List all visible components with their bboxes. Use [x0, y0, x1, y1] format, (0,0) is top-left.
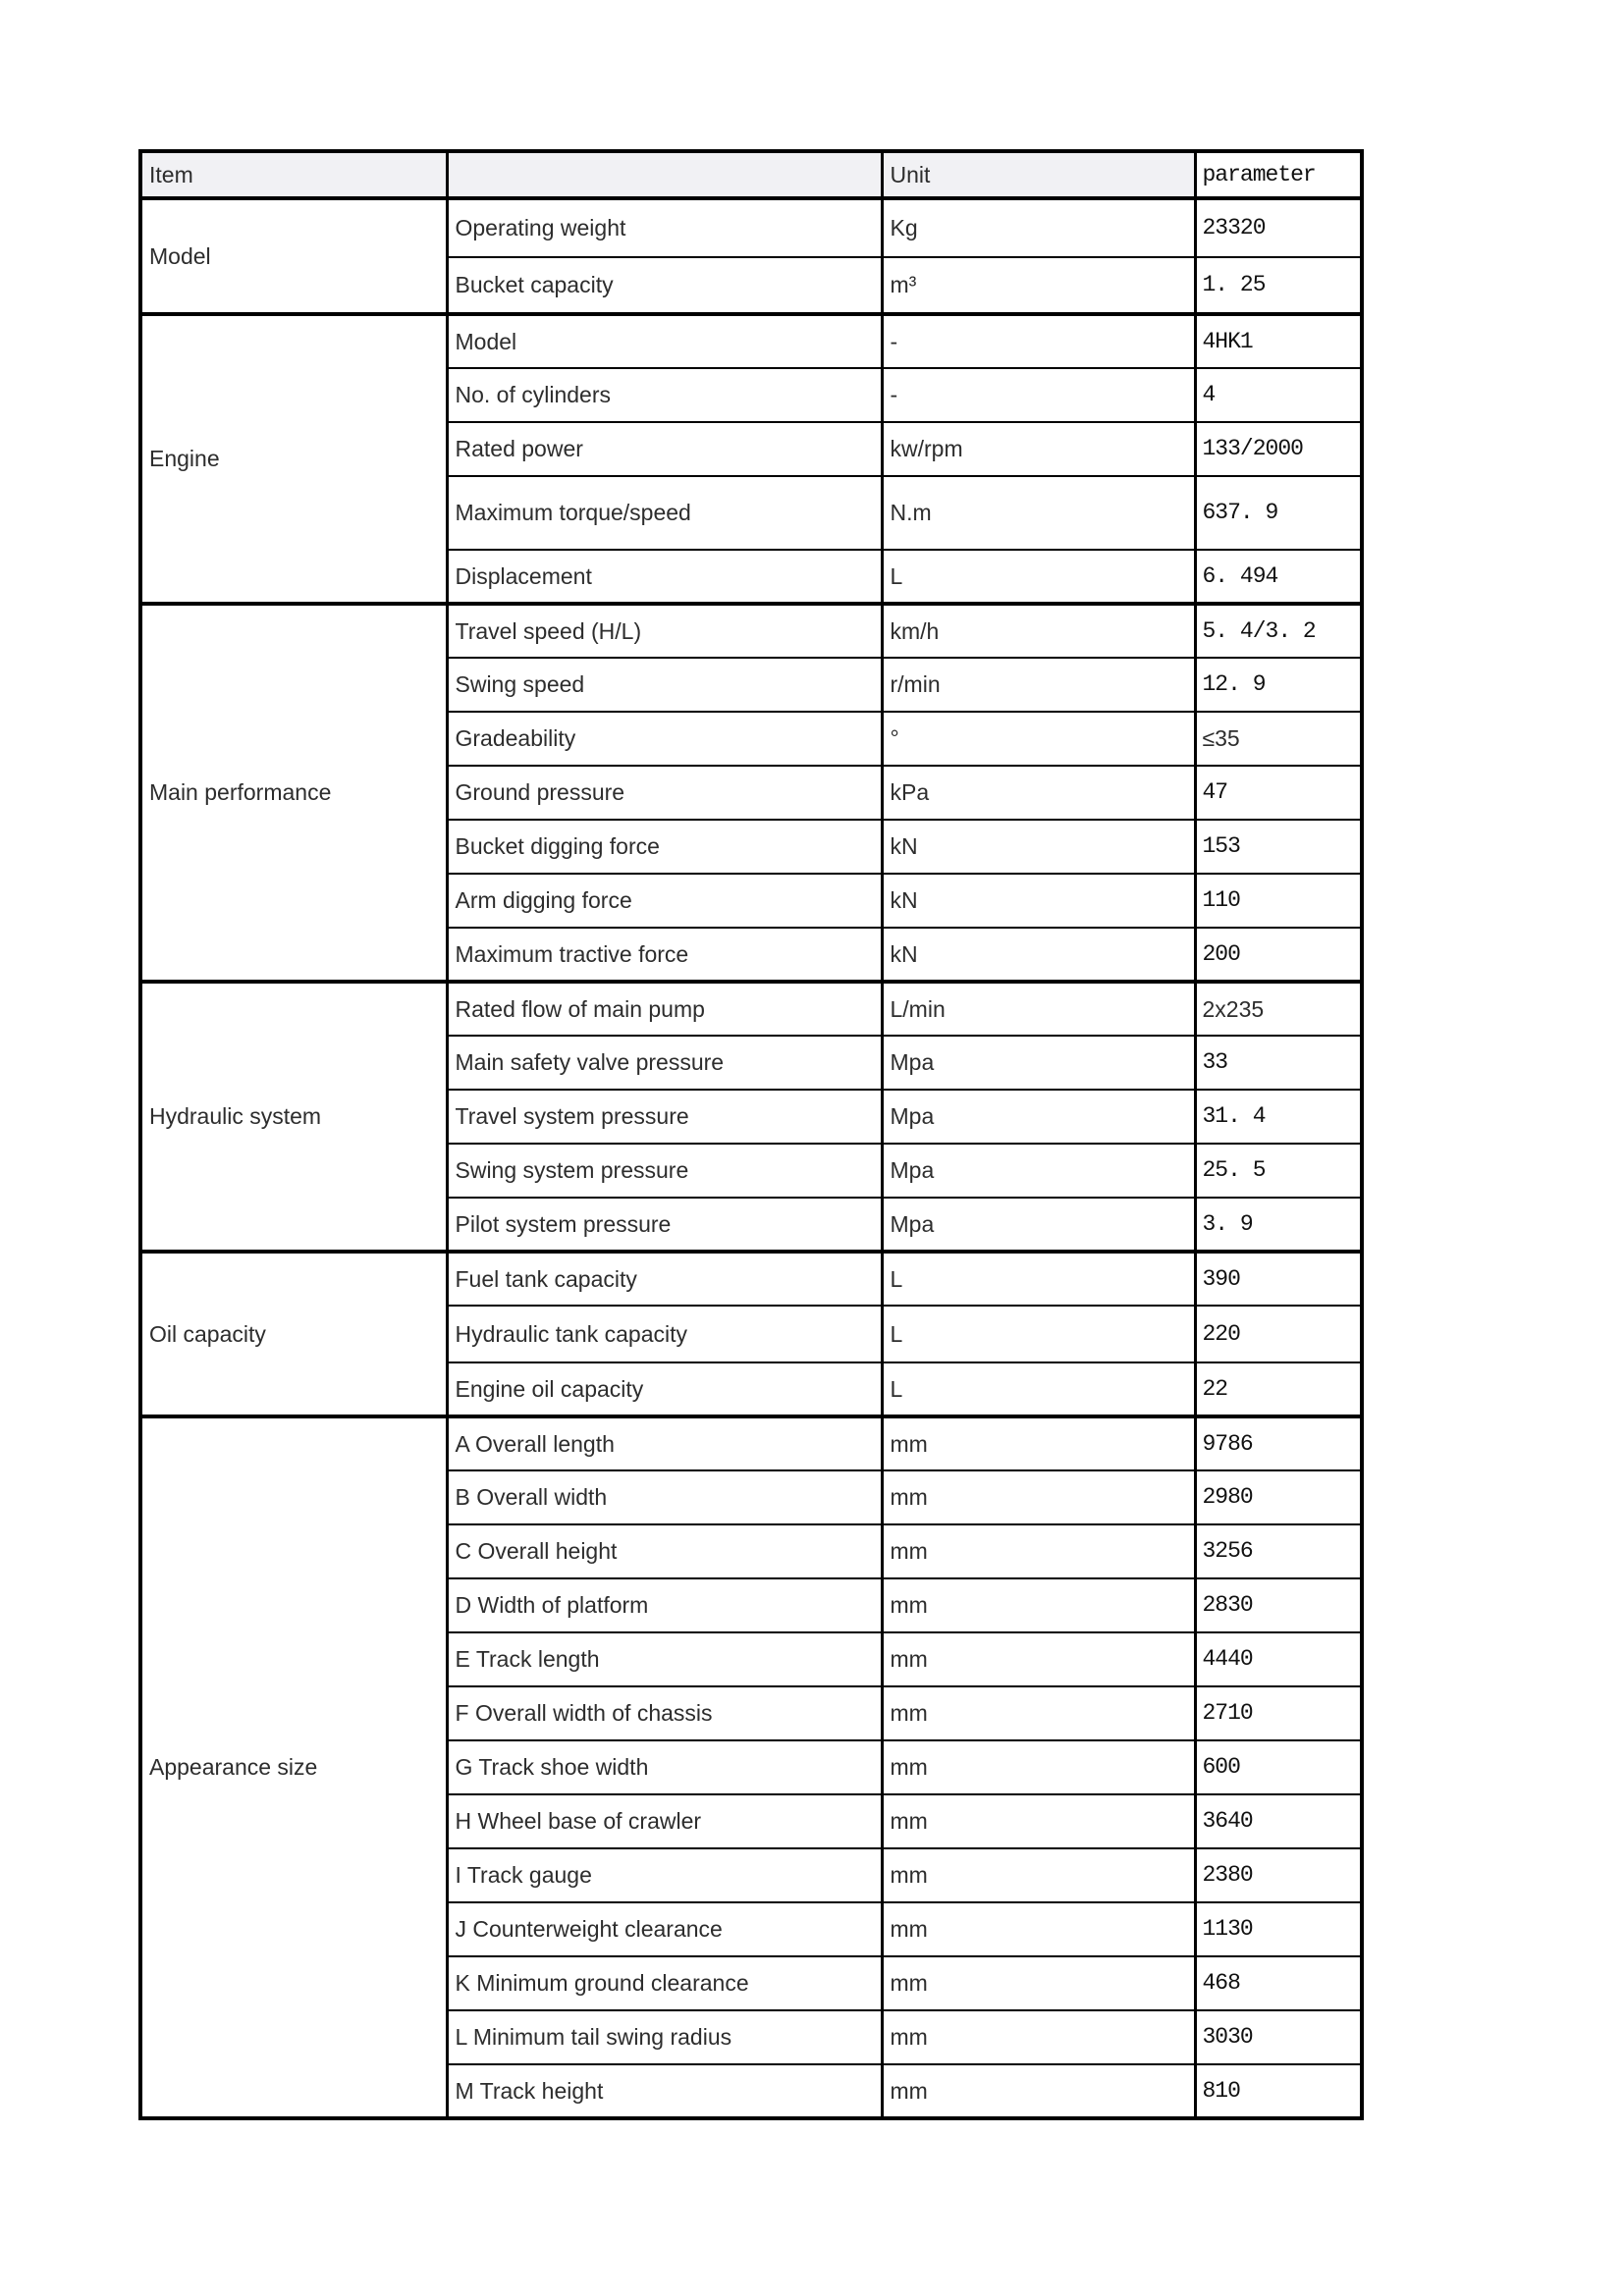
group-cell-hydraulic-system: Hydraulic system [140, 982, 447, 1252]
value-cell: 220 [1195, 1306, 1362, 1362]
unit-cell: mm [882, 1470, 1195, 1524]
value-cell: 4HK1 [1195, 314, 1362, 368]
value-cell: 2710 [1195, 1686, 1362, 1740]
spec-name-cell: F Overall width of chassis [447, 1686, 882, 1740]
spec-name-cell: Bucket digging force [447, 820, 882, 874]
value-cell: 637. 9 [1195, 476, 1362, 550]
value-cell: 2830 [1195, 1578, 1362, 1632]
value-cell: 31. 4 [1195, 1090, 1362, 1144]
value-cell: 468 [1195, 1956, 1362, 2010]
spec-name-cell: K Minimum ground clearance [447, 1956, 882, 2010]
group-cell-oil-capacity: Oil capacity [140, 1252, 447, 1416]
spec-name-cell: Engine oil capacity [447, 1362, 882, 1416]
value-cell: 1. 25 [1195, 257, 1362, 314]
spec-name-cell: C Overall height [447, 1524, 882, 1578]
table-row [140, 314, 1362, 368]
unit-cell: Mpa [882, 1090, 1195, 1144]
spec-name-cell: J Counterweight clearance [447, 1902, 882, 1956]
unit-cell: Mpa [882, 1144, 1195, 1198]
spec-name-cell: Arm digging force [447, 874, 882, 928]
spec-name-cell: I Track gauge [447, 1848, 882, 1902]
spec-name-cell: H Wheel base of crawler [447, 1794, 882, 1848]
spec-name-cell: Bucket capacity [447, 257, 882, 314]
spec-name-cell: Fuel tank capacity [447, 1252, 882, 1306]
value-cell: 3640 [1195, 1794, 1362, 1848]
value-cell: 2380 [1195, 1848, 1362, 1902]
unit-cell: km/h [882, 604, 1195, 658]
spec-name-cell: Swing speed [447, 658, 882, 712]
unit-cell: kN [882, 928, 1195, 982]
spec-name-cell: D Width of platform [447, 1578, 882, 1632]
unit-cell: mm [882, 1686, 1195, 1740]
unit-cell: - [882, 314, 1195, 368]
value-cell: 33 [1195, 1036, 1362, 1090]
spec-name-cell: Model [447, 314, 882, 368]
unit-cell: m³ [882, 257, 1195, 314]
group-cell-appearance-size: Appearance size [140, 1416, 447, 2118]
value-cell: 23320 [1195, 198, 1362, 257]
value-cell: 4 [1195, 368, 1362, 422]
spec-name-cell: Operating weight [447, 198, 882, 257]
header-sub [447, 151, 882, 198]
table-row [140, 1252, 1362, 1306]
unit-cell: mm [882, 1578, 1195, 1632]
value-cell: ≤35 [1195, 712, 1362, 766]
unit-cell: L [882, 550, 1195, 604]
unit-cell: mm [882, 1848, 1195, 1902]
value-cell: 3256 [1195, 1524, 1362, 1578]
value-cell: 9786 [1195, 1416, 1362, 1470]
unit-cell: - [882, 368, 1195, 422]
spec-name-cell: Rated power [447, 422, 882, 476]
value-cell: 12. 9 [1195, 658, 1362, 712]
unit-cell: Kg [882, 198, 1195, 257]
unit-cell: Mpa [882, 1036, 1195, 1090]
unit-cell: mm [882, 1524, 1195, 1578]
unit-cell: kw/rpm [882, 422, 1195, 476]
header-parameter: parameter [1195, 151, 1362, 198]
unit-cell: L [882, 1252, 1195, 1306]
unit-cell: L [882, 1362, 1195, 1416]
unit-cell: L/min [882, 982, 1195, 1036]
spec-name-cell: E Track length [447, 1632, 882, 1686]
spec-table [138, 149, 1364, 2120]
spec-name-cell: G Track shoe width [447, 1740, 882, 1794]
unit-cell: mm [882, 2010, 1195, 2064]
spec-name-cell: B Overall width [447, 1470, 882, 1524]
value-cell: 47 [1195, 766, 1362, 820]
header-item: Item [140, 151, 447, 198]
value-cell: 110 [1195, 874, 1362, 928]
spec-name-cell: Displacement [447, 550, 882, 604]
unit-cell: mm [882, 1956, 1195, 2010]
table-row [140, 1416, 1362, 1470]
table-row [140, 982, 1362, 1036]
spec-name-cell: Gradeability [447, 712, 882, 766]
value-cell: 600 [1195, 1740, 1362, 1794]
value-cell: 6. 494 [1195, 550, 1362, 604]
unit-cell: Mpa [882, 1198, 1195, 1252]
spec-name-cell: A Overall length [447, 1416, 882, 1470]
value-cell: 3030 [1195, 2010, 1362, 2064]
unit-cell: L [882, 1306, 1195, 1362]
spec-name-cell: L Minimum tail swing radius [447, 2010, 882, 2064]
value-cell: 3. 9 [1195, 1198, 1362, 1252]
group-cell-model: Model [140, 198, 447, 314]
unit-cell: ° [882, 712, 1195, 766]
unit-cell: kN [882, 820, 1195, 874]
spec-name-cell: M Track height [447, 2064, 882, 2118]
spec-name-cell: Rated flow of main pump [447, 982, 882, 1036]
spec-name-cell: No. of cylinders [447, 368, 882, 422]
unit-cell: mm [882, 1416, 1195, 1470]
spec-name-cell: Pilot system pressure [447, 1198, 882, 1252]
spec-name-cell: Travel speed (H/L) [447, 604, 882, 658]
unit-cell: mm [882, 2064, 1195, 2118]
value-cell: 153 [1195, 820, 1362, 874]
unit-cell: mm [882, 1794, 1195, 1848]
value-cell: 810 [1195, 2064, 1362, 2118]
spec-name-cell: Hydraulic tank capacity [447, 1306, 882, 1362]
spec-name-cell: Maximum tractive force [447, 928, 882, 982]
unit-cell: mm [882, 1740, 1195, 1794]
value-cell: 133/2000 [1195, 422, 1362, 476]
value-cell: 4440 [1195, 1632, 1362, 1686]
spec-name-cell: Swing system pressure [447, 1144, 882, 1198]
spec-name-cell: Travel system pressure [447, 1090, 882, 1144]
unit-cell: mm [882, 1902, 1195, 1956]
unit-cell: r/min [882, 658, 1195, 712]
spec-name-cell: Main safety valve pressure [447, 1036, 882, 1090]
group-cell-main-performance: Main performance [140, 604, 447, 982]
value-cell: 2980 [1195, 1470, 1362, 1524]
header-row [140, 151, 1362, 198]
header-unit: Unit [882, 151, 1195, 198]
unit-cell: N.m [882, 476, 1195, 550]
value-cell: 1130 [1195, 1902, 1362, 1956]
value-cell: 2x235 [1195, 982, 1362, 1036]
table-row [140, 604, 1362, 658]
table-row [140, 198, 1362, 257]
value-cell: 200 [1195, 928, 1362, 982]
group-cell-engine: Engine [140, 314, 447, 604]
unit-cell: kN [882, 874, 1195, 928]
spec-name-cell: Ground pressure [447, 766, 882, 820]
value-cell: 390 [1195, 1252, 1362, 1306]
unit-cell: mm [882, 1632, 1195, 1686]
value-cell: 5. 4/3. 2 [1195, 604, 1362, 658]
value-cell: 22 [1195, 1362, 1362, 1416]
unit-cell: kPa [882, 766, 1195, 820]
spec-name-cell: Maximum torque/speed [447, 476, 882, 550]
value-cell: 25. 5 [1195, 1144, 1362, 1198]
